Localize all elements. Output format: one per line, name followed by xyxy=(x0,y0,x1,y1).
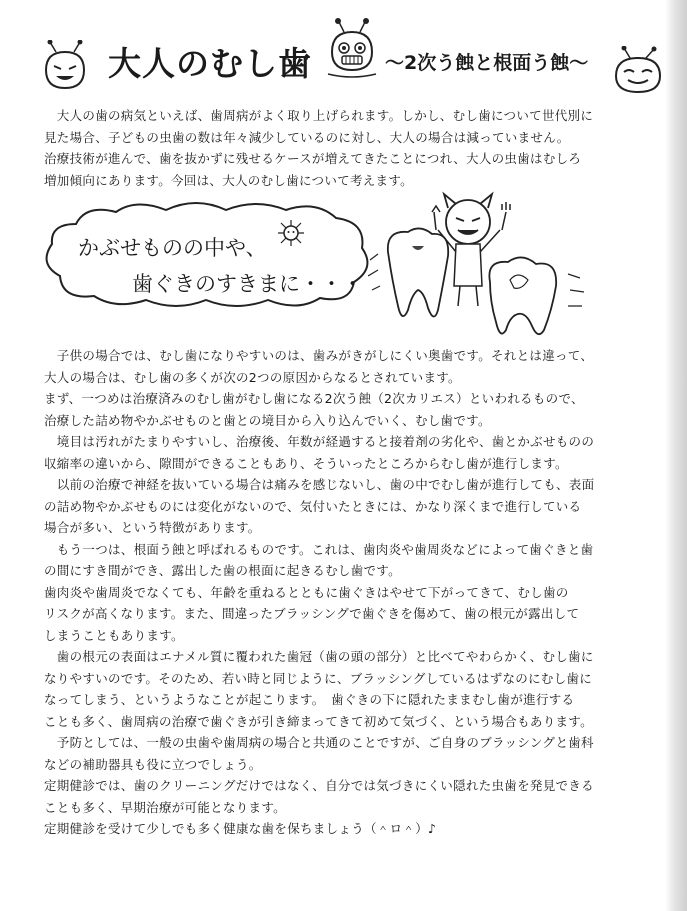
germ-mascot-right-icon xyxy=(612,46,666,96)
text-line: ことも多く、早期治療が可能となります。 xyxy=(44,799,286,815)
devil-tooth-illustration-icon xyxy=(368,190,598,340)
body-text xyxy=(44,345,594,840)
speech-cloud xyxy=(36,200,376,310)
text-line: 歯肉炎や歯周炎でなくても、年齢を重ねるとともに歯ぐきはやせて下がってきて、むし歯の xyxy=(44,584,569,600)
text-line: ことも多く、歯周病の治療で歯ぐきが引き締まってきて初めて気づく、という場合もあります。 xyxy=(44,713,593,729)
text-line: 歯の根元の表面はエナメル質に覆われた歯冠（歯の頭の部分）と比べてやわらかく、むし歯に xyxy=(44,649,594,664)
text-line: 治療した詰め物やかぶせものと歯との境目から入り込んでいく、むし歯です。 xyxy=(44,412,491,428)
page-edge-shadow xyxy=(665,0,687,911)
text-line: まず、一つめは治療済みのむし歯がむし歯になる2次う蝕（2次カリエス）といわれるもので、 xyxy=(44,391,584,406)
germ-mascot-center-icon xyxy=(324,18,380,80)
cloud-line-2: 歯ぐきのすきまに・・・ xyxy=(132,272,363,296)
text-line: しまうこともあります。 xyxy=(44,627,184,643)
text-line: 境目は汚れがたまりやすいし、治療後、年数が経過すると接着剤の劣化や、歯とかぶせものの xyxy=(44,434,595,449)
text-line: 増加傾向にあります。今回は、大人のむし歯について考えます。 xyxy=(44,172,413,188)
page-subtitle: 〜2次う蝕と根面う蝕〜 xyxy=(385,52,589,74)
germ-mascot-left-icon xyxy=(40,40,92,92)
text-line: リスクが高くなります。また、間違ったブラッシングで歯ぐきを傷めて、歯の根元が露出して xyxy=(44,606,580,621)
cloud-line-1: かぶせものの中や、 xyxy=(78,236,267,260)
text-line: 予防としては、一般の虫歯や歯周病の場合と共通のことですが、ご自身のブラッシングと歯科 xyxy=(44,735,594,750)
germ-small-icon xyxy=(276,218,306,248)
text-line: の間にすき間ができ、露出した歯の根面に起きるむし歯です。 xyxy=(44,563,401,578)
page-title: 大人のむし歯 xyxy=(108,44,312,83)
text-line: の詰め物やかぶせものには変化がないので、気付いたときには、かなり深くまで進行している xyxy=(44,498,582,514)
text-line: 以前の治療で神経を抜いている場合は痛みを感じないし、歯の中でむし歯が進行しても、表面 xyxy=(44,477,595,492)
text-line: 大人の場合は、むし歯の多くが次の2つの原因からなるとされています。 xyxy=(44,369,461,385)
text-line: 場合が多い、という特徴があります。 xyxy=(44,520,261,535)
text-line: などの補助器具も役に立つでしょう。 xyxy=(44,756,262,772)
text-line: 見た場合、子どもの虫歯の数は年々減少しているのに対し、大人の場合は減っていません。 xyxy=(44,129,570,145)
text-line: 定期健診を受けて少しでも多く健康な歯を保ちましょう（＾ロ＾）♪ xyxy=(44,821,437,836)
text-line: 大人の歯の病気といえば、歯周病がよく取り上げられます。しかし、むし歯について世代別に xyxy=(44,108,594,123)
text-line: 収縮率の違いから、隙間ができることもあり、そういったところからむし歯が進行します。 xyxy=(44,455,568,471)
text-line: 子供の場合では、むし歯になりやすいのは、歯みがきがしにくい奥歯です。それとは違って、 xyxy=(44,348,594,363)
text-line: なってしまう、というようなことが起こります。 歯ぐきの下に隠れたままむし歯が進行する xyxy=(44,692,575,707)
intro-paragraph xyxy=(44,105,593,191)
text-line: なりやすいのです。そのため、若い時と同じように、ブラッシングしているはずなのにむし歯に xyxy=(44,670,593,686)
header xyxy=(40,34,660,94)
text-line: もう一つは、根面う蝕と呼ばれるものです。これは、歯肉炎や歯周炎などによって歯ぐきと歯 xyxy=(44,541,594,557)
text-line: 定期健診では、歯のクリーニングだけではなく、自分では気づきにくい隠れた虫歯を発見できる xyxy=(44,778,594,793)
text-line: 治療技術が進んで、歯を抜かずに残せるケースが増えてきたことにつれ、大人の虫歯はむしろ xyxy=(44,151,582,166)
